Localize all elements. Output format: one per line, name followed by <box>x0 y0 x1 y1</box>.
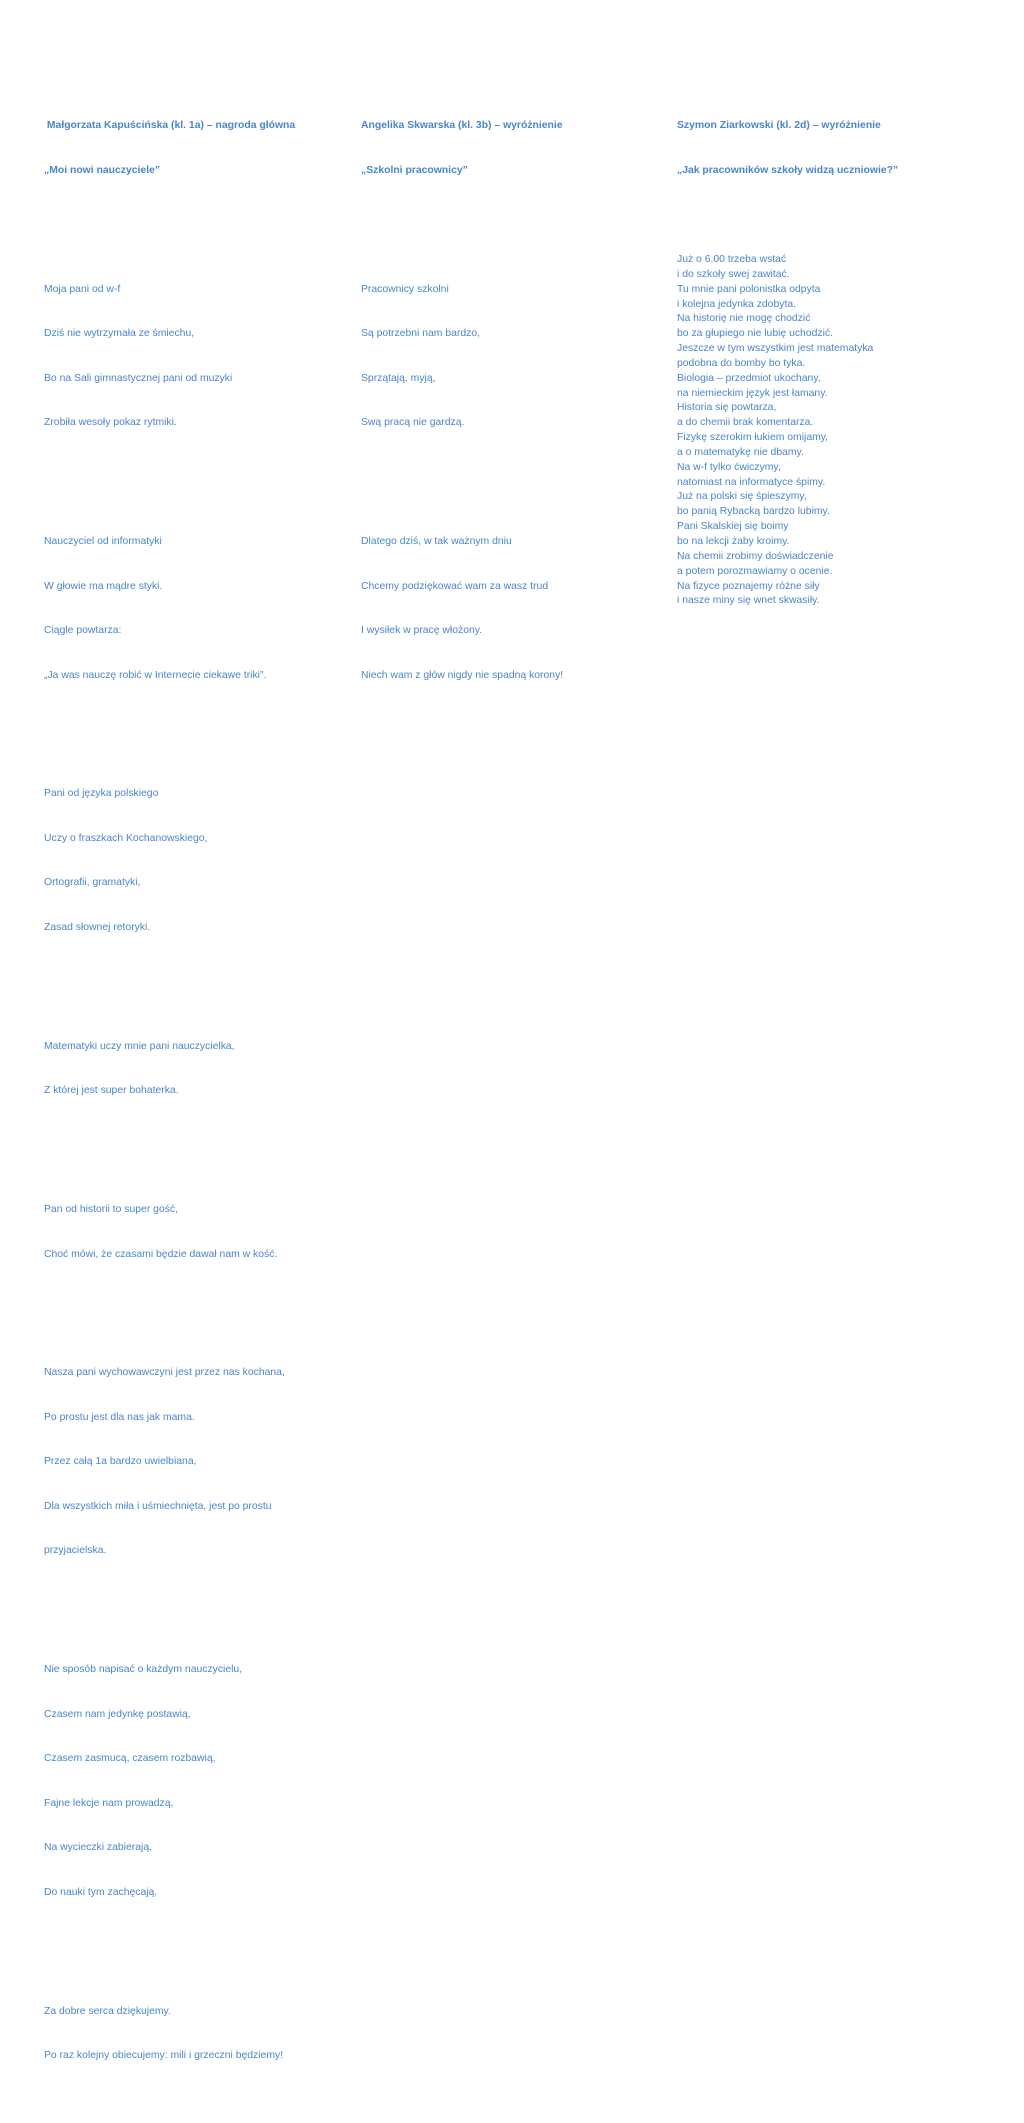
poem-line: i do szkoły swej zawitać. <box>677 268 790 280</box>
poem-line: Na wycieczki zabierają, <box>44 1842 152 1854</box>
poem-line: Już na polski się śpieszymy, <box>677 491 807 503</box>
poem-line: a o matematykę nie dbamy. <box>677 446 804 458</box>
poem-line: Uczy o fraszkach Kochanowskiego, <box>44 832 208 844</box>
poem-line: Chcemy podziękować wam za wasz trud <box>361 580 549 592</box>
poem-line: Po prostu jest dla nas jak mama. <box>44 1411 195 1423</box>
stanza <box>44 758 334 966</box>
poem-header <box>44 90 334 209</box>
poem-line: Bo na Sali gimnastycznej pani od muzyki <box>44 372 233 384</box>
poem-line: Na w-f tylko ćwiczymy, <box>677 461 781 473</box>
poem-line: Choć mówi, że czasami będzie dawał nam w kość. <box>44 1248 278 1260</box>
poem-column-3 <box>677 60 977 639</box>
poem-line: Zasad słownej retoryki. <box>44 921 151 933</box>
stanza <box>44 505 334 713</box>
poem-line: Na chemii zrobimy doświadczenie <box>677 550 834 562</box>
poem-line: Sprzątają, myją, <box>361 372 436 384</box>
poem-line: Z której jest super bohaterka. <box>44 1085 179 1097</box>
poem-line: Fajne lekcje nam prowadzą, <box>44 1797 174 1809</box>
stanza <box>44 253 334 461</box>
poem-line: Fizykę szerokim łukiem omijamy, <box>677 432 829 444</box>
poem-line: Przez całą 1a bardzo uwielbiana, <box>44 1456 197 1468</box>
poem-line: Już o 6.00 trzeba wstać <box>677 253 787 265</box>
poem-line: Czasem zasmucą, czasem rozbawią, <box>44 1753 216 1765</box>
poem-line: na niemieckim język jest łamany. <box>677 387 828 399</box>
poem-title: „Jak pracowników szkoły widzą uczniowie?” <box>677 164 899 176</box>
poem-header <box>677 90 977 209</box>
poem-line: Czasem nam jedynkę postawią, <box>44 1708 191 1720</box>
poem-line: Zrobiła wesoły pokaz rytmiki. <box>44 417 177 429</box>
poem-line: Dziś nie wytrzymała ze śmiechu, <box>44 328 195 340</box>
poem-line: Za dobre serca dziękujemy. <box>44 2005 171 2017</box>
poem-line: Są potrzebni nam bardzo, <box>361 328 480 340</box>
poem-title: „Moi nowi nauczyciele” <box>44 164 161 176</box>
poem-line: Moja pani od w-f <box>44 283 121 295</box>
poem-line: bo na lekcji żaby kroimy. <box>677 536 790 547</box>
poem-author: Angelika Skwarska (kl. 3b) – wyróżnienie <box>361 120 563 132</box>
poem-author: Małgorzata Kapuścińska (kl. 1a) – nagroda główna <box>44 120 296 132</box>
poem-line: Na fizyce poznajemy różne siły <box>677 580 820 592</box>
stanza <box>361 253 651 461</box>
poem-line: i nasze miny się wnet skwasiły. <box>677 595 820 607</box>
poem-line: i kolejna jedynka zdobyta. <box>677 298 796 310</box>
poem-line: Pan od historii to super gość, <box>44 1203 178 1215</box>
poem-line: Biologia – przedmiot ukochany, <box>677 372 821 384</box>
poem-line: bo za głupiego nie lubię uchodzić. <box>677 328 833 340</box>
poem-line: Niech wam z głów nigdy nie spadną korony! <box>361 669 564 681</box>
poem-line: Nie sposób napisać o każdym nauczycielu, <box>44 1664 243 1676</box>
stanza <box>44 1173 334 1292</box>
poem-line: Dlatego dziś, w tak ważnym dniu <box>361 536 512 547</box>
poem-line: Nasza pani wychowawczyni jest przez nas kochana, <box>44 1367 285 1379</box>
poem-line: przyjacielska. <box>44 1545 107 1557</box>
poem-line: Nauczyciel od informatyki <box>44 536 162 547</box>
poem-line: a do chemii brak komentarza. <box>677 417 814 429</box>
poem-column-1 <box>44 60 334 2123</box>
poem-column-2 <box>361 60 651 743</box>
stanza <box>44 1010 334 1129</box>
poem-line: Ortografii, gramatyki, <box>44 877 141 889</box>
poem-line: a potem porozmawiamy o ocenie. <box>677 565 833 577</box>
poem-line: W głowie ma mądre styki. <box>44 580 163 592</box>
poem-line: Matematyki uczy mnie pani nauczycielka, <box>44 1040 235 1052</box>
poem-line: bo panią Rybacką bardzo lubimy. <box>677 506 830 518</box>
poem-line: Na historię nie mogę chodzić <box>677 313 811 325</box>
poem-line: podobna do bomby bo tyka. <box>677 357 806 369</box>
poem-line: natomiast na informatyce śpimy. <box>677 476 826 488</box>
poem-line: Po raz kolejny obiecujemy: mili i grzeczni będziemy! <box>44 2050 284 2062</box>
poem-line: Do nauki tym zachęcają. <box>44 1886 158 1898</box>
poem-line: Tu mnie pani polonistka odpyta <box>677 283 821 295</box>
poem-line: Jeszcze w tym wszystkim jest matematyka <box>677 343 874 355</box>
stanza <box>44 1633 334 1930</box>
poem-line: „Ja was nauczę robić w Internecie ciekawe triki”. <box>44 669 267 681</box>
poem-title: „Szkolni pracownicy” <box>361 164 468 176</box>
poem-line: Ciągle powtarza: <box>44 625 122 637</box>
poem-line: Pracownicy szkolni <box>361 283 449 295</box>
poem-line: I wysiłek w pracę włożony. <box>361 625 483 637</box>
poem-line: Dla wszystkich miła i uśmiechnięta, jest po prostu <box>44 1500 272 1512</box>
poem-line: Swą pracą nie gardzą. <box>361 417 465 429</box>
stanza <box>677 253 977 609</box>
poem-header <box>361 90 651 209</box>
stanza <box>44 1975 334 2094</box>
poem-line: Pani Skalskiej się boimy <box>677 521 789 533</box>
stanza <box>44 1337 334 1589</box>
poem-line: Pani od języka polskiego <box>44 788 159 800</box>
poem-line: Historia się powtarza, <box>677 402 777 414</box>
stanza <box>361 505 651 713</box>
poem-author: Szymon Ziarkowski (kl. 2d) – wyróżnienie <box>677 120 881 132</box>
